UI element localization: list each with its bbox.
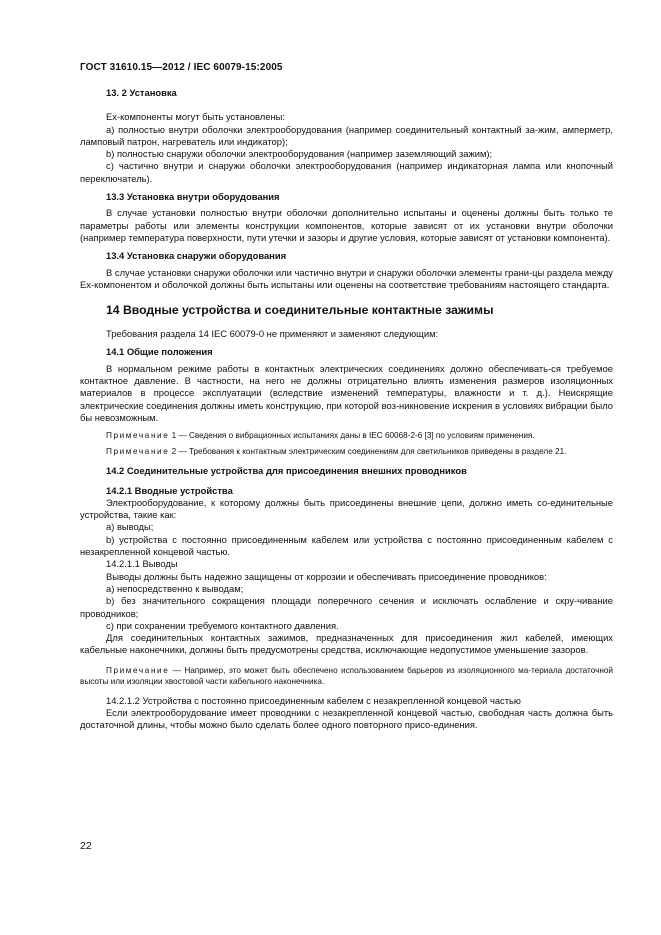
section-13-2-item-c: c) частично внутри и снаружи оболочки электрооборудования (например индикаторная лампа или кнопочный переключатель). — [80, 160, 613, 184]
section-14-2-1-1-item-c: c) при сохранении требуемого контактного давления. — [106, 619, 339, 631]
section-14-2-1-1-text-2: Для соединительных контактных зажимов, предназначенных для присоединения жил кабелей, имеющих кабельные наконечники, должны быть предусмотрены средства, исключающие недопустимое уменьшение зазоров. — [80, 632, 613, 656]
section-14-1-text: В нормальном режиме работы в контактных электрических соединениях должно обеспечивать-ся требуемое контактное давление. В частности, на него не должны отрицательно влиять изменения размеров изоляционных материалов в процессе эксплуатации (вследствие изменений температуры, влажности и т. д.). Неискрящие электрические соединения должны иметь конструкцию, при которой воз-никновение искрения в условиях вибрации было бы невозможным. — [80, 362, 613, 423]
section-13-4-heading: 13.4 Установка снаружи оборудования — [106, 250, 287, 262]
section-13-4-text: В случае установки снаружи оболочки или частично внутри и снаружи оболочки элементы грани-цы раздела между Ex-компонентом и оболочкой должны быть испытаны или оценены на соответствие требованиям настоящего стандарта. — [80, 266, 613, 290]
note-2 — [80, 446, 613, 457]
section-14-2-1-1-heading: 14.2.1.1 Выводы — [106, 558, 178, 570]
section-14-2-1-heading: 14.2.1 Вводные устройства — [106, 484, 233, 496]
note-1 — [80, 430, 613, 441]
note-2-label: Примечание — [106, 447, 170, 457]
note-1-text: 1 — Сведения о вибрационных испытаниях даны в IEC 60068-2-6 [3] по условиям применения. — [171, 431, 535, 441]
section-14-1-heading: 14.1 Общие положения — [106, 346, 213, 358]
note-3-label: Примечание — [106, 665, 170, 675]
section-14-2-1-text: Электрооборудование, к которому должны быть присоединены внешние цепи, должно иметь со-единительные устройства, такие как: — [80, 496, 613, 521]
note-3 — [80, 665, 613, 687]
section-14-2-1-2-heading: 14.2.1.2 Устройства с постоянно присоединенным кабелем с незакрепленной концевой частью — [106, 694, 521, 706]
section-13-2-item-a: a) полностью внутри оболочки электрооборудования (например соединительный контактный за-жим, амперметр, ламповый патрон, нагреватель или индикатор); — [80, 123, 613, 147]
section-14-2-1-1-item-b: b) без значительного сокращения площади поперечного сечения и исключать ослабление и скру-чивание проводников; — [80, 595, 613, 619]
page-number: 22 — [80, 840, 92, 852]
note-3-text: — Например, это может быть обеспечено использованием барьеров из изоляционного ма-териала достаточной высоты или изоляции хвостовой части кабельного наконечника. — [80, 665, 613, 686]
section-14-2-1-item-b: b) устройства с постоянно присоединенным кабелем или устройства с постоянно присоединенным кабелем с незакрепленной концевой частью. — [80, 533, 613, 558]
section-14-2-1-item-a: a) выводы; — [106, 521, 154, 533]
section-13-3-text: В случае установки полностью внутри оболочки дополнительно испытаны и оценены должны быть только те параметры работы или элементы конструкции компонентов, которые зависят от их установки внутри оболочки (например температура поверхности, пути утечки и зазоры и другие условия, которые зависят от установки компонента). — [80, 207, 613, 243]
section-13-2-item-b: b) полностью снаружи оболочки электрооборудования (например заземляющий зажим); — [106, 148, 493, 160]
note-2-text: 2 — Требования к контактным электрическим соединениям для светильников приведены в разделе 21. — [171, 447, 567, 457]
section-14-2-1-1-item-a: a) непосредственно к выводам; — [106, 582, 244, 594]
document-header: ГОСТ 31610.15—2012 / IEC 60079-15:2005 — [80, 62, 283, 73]
note-1-label: Примечание — [106, 431, 170, 441]
section-13-2-intro: Ex-компоненты могут быть установлены: — [106, 111, 286, 123]
section-14-2-1-1-text: Выводы должны быть надежно защищены от коррозии и обеспечивать присоединение проводников: — [106, 570, 547, 582]
document-body — [80, 87, 613, 732]
section-14-2-1-2-text: Если электрооборудование имеет проводники с незакрепленной концевой частью, свободная часть должна быть достаточной длины, чтобы можно было сделать более одного повторного присо-единения. — [80, 706, 613, 731]
section-14-intro: Требования раздела 14 IEC 60079-0 не применяют и заменяют следующим: — [106, 328, 439, 340]
section-14-heading: 14 Вводные устройства и соединительные контактные зажимы — [106, 303, 494, 318]
section-14-2-heading: 14.2 Соединительные устройства для присоединения внешних проводников — [106, 465, 467, 477]
section-13-2-heading: 13. 2 Установка — [106, 87, 177, 98]
section-13-3-heading: 13.3 Установка внутри оборудования — [106, 191, 280, 203]
